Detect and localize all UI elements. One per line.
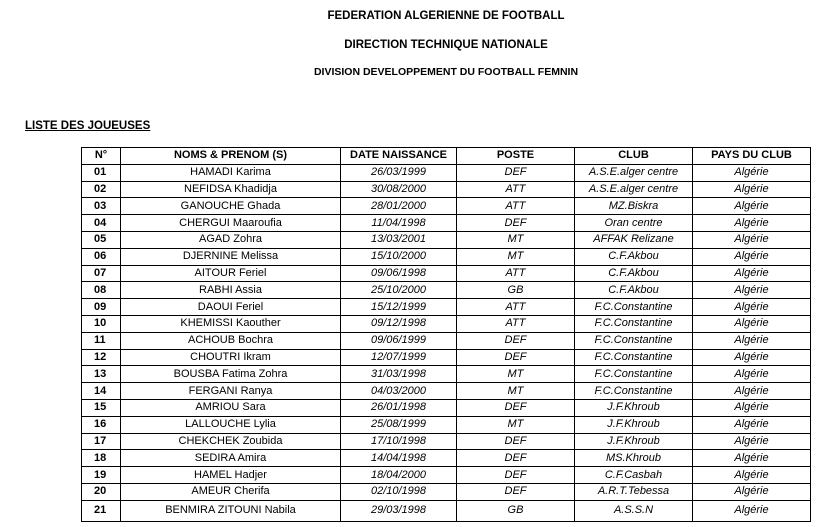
cell-name: KHEMISSI Kaouther [121, 315, 341, 332]
division-title: DIVISION DEVELOPPEMENT DU FOOTBALL FEMNIN [313, 66, 579, 78]
cell-club: F.C.Constantine [575, 315, 693, 332]
cell-number: 06 [82, 248, 121, 265]
cell-club: J.F.Khroub [575, 416, 693, 433]
cell-number: 09 [82, 299, 121, 316]
cell-number: 04 [82, 215, 121, 232]
cell-club: C.F.Akbou [575, 282, 693, 299]
cell-number: 19 [82, 467, 121, 484]
table-row [82, 399, 811, 416]
cell-number: 05 [82, 231, 121, 248]
cell-birthdate: 26/01/1998 [341, 399, 457, 416]
cell-position: GB [457, 500, 575, 521]
list-title: LISTE DES JOUEUSES [25, 120, 151, 132]
cell-birthdate: 15/10/2000 [341, 248, 457, 265]
cell-birthdate: 09/06/1998 [341, 265, 457, 282]
cell-club: F.C.Constantine [575, 332, 693, 349]
cell-club-country: Algérie [693, 215, 811, 232]
cell-club: J.F.Khroub [575, 399, 693, 416]
cell-club-country: Algérie [693, 231, 811, 248]
cell-position: DEF [457, 332, 575, 349]
cell-name: AMEUR Cherifa [121, 483, 341, 500]
cell-birthdate: 09/06/1999 [341, 332, 457, 349]
cell-name: DJERNINE Melissa [121, 248, 341, 265]
table-row [82, 164, 811, 181]
cell-position: DEF [457, 164, 575, 181]
cell-club-country: Algérie [693, 433, 811, 450]
cell-name: CHEKCHEK Zoubida [121, 433, 341, 450]
cell-club: AFFAK Relizane [575, 231, 693, 248]
cell-birthdate: 17/10/1998 [341, 433, 457, 450]
cell-position: DEF [457, 215, 575, 232]
table-row [82, 265, 811, 282]
cell-club-country: Algérie [693, 282, 811, 299]
cell-club-country: Algérie [693, 383, 811, 400]
cell-position: MT [457, 383, 575, 400]
cell-number: 12 [82, 349, 121, 366]
cell-club-country: Algérie [693, 399, 811, 416]
table-row [82, 349, 811, 366]
cell-position: DEF [457, 450, 575, 467]
cell-position: DEF [457, 433, 575, 450]
players-table [81, 147, 811, 522]
table-row [82, 332, 811, 349]
cell-club-country: Algérie [693, 164, 811, 181]
cell-name: AGAD Zohra [121, 231, 341, 248]
cell-position: MT [457, 231, 575, 248]
cell-birthdate: 26/03/1999 [341, 164, 457, 181]
cell-name: AITOUR Feriel [121, 265, 341, 282]
cell-position: DEF [457, 483, 575, 500]
table-row [82, 315, 811, 332]
cell-club-country: Algérie [693, 299, 811, 316]
cell-birthdate: 12/07/1999 [341, 349, 457, 366]
cell-birthdate: 13/03/2001 [341, 231, 457, 248]
table-header-row [82, 148, 811, 165]
table-row [82, 450, 811, 467]
cell-club: A.S.E.alger centre [575, 181, 693, 198]
cell-position: ATT [457, 299, 575, 316]
cell-club: A.S.S.N [575, 500, 693, 521]
cell-position: MT [457, 366, 575, 383]
cell-number: 08 [82, 282, 121, 299]
cell-number: 02 [82, 181, 121, 198]
col-header-club-country: PAYS DU CLUB [693, 148, 811, 165]
cell-name: FERGANI Ranya [121, 383, 341, 400]
cell-name: BENMIRA ZITOUNI Nabila [121, 500, 341, 521]
cell-birthdate: 31/03/1998 [341, 366, 457, 383]
cell-club-country: Algérie [693, 181, 811, 198]
cell-club-country: Algérie [693, 315, 811, 332]
cell-club: F.C.Constantine [575, 299, 693, 316]
cell-club: F.C.Constantine [575, 383, 693, 400]
cell-number: 11 [82, 332, 121, 349]
cell-position: DEF [457, 349, 575, 366]
cell-birthdate: 09/12/1998 [341, 315, 457, 332]
cell-club-country: Algérie [693, 483, 811, 500]
cell-club-country: Algérie [693, 500, 811, 521]
cell-position: GB [457, 282, 575, 299]
cell-position: ATT [457, 181, 575, 198]
cell-position: ATT [457, 198, 575, 215]
cell-number: 16 [82, 416, 121, 433]
cell-club: Oran centre [575, 215, 693, 232]
cell-name: RABHI Assia [121, 282, 341, 299]
cell-club-country: Algérie [693, 248, 811, 265]
col-header-name: NOMS & PRENOM (S) [121, 148, 341, 165]
cell-name: DAOUI Feriel [121, 299, 341, 316]
cell-birthdate: 25/10/2000 [341, 282, 457, 299]
cell-club: C.F.Casbah [575, 467, 693, 484]
cell-position: MT [457, 248, 575, 265]
cell-birthdate: 14/04/1998 [341, 450, 457, 467]
cell-position: DEF [457, 467, 575, 484]
cell-name: CHOUTRI Ikram [121, 349, 341, 366]
cell-birthdate: 25/08/1999 [341, 416, 457, 433]
cell-name: HAMADI Karima [121, 164, 341, 181]
cell-name: NEFIDSA Khadidja [121, 181, 341, 198]
cell-birthdate: 30/08/2000 [341, 181, 457, 198]
cell-birthdate: 28/01/2000 [341, 198, 457, 215]
cell-birthdate: 11/04/1998 [341, 215, 457, 232]
cell-number: 15 [82, 399, 121, 416]
cell-name: LALLOUCHE Lylia [121, 416, 341, 433]
federation-title: FEDERATION ALGERIENNE DE FOOTBALL [327, 10, 565, 22]
cell-club-country: Algérie [693, 198, 811, 215]
cell-name: CHERGUI Maaroufia [121, 215, 341, 232]
table-row [82, 467, 811, 484]
table-row [82, 416, 811, 433]
cell-position: MT [457, 416, 575, 433]
table-row [82, 198, 811, 215]
cell-number: 17 [82, 433, 121, 450]
cell-name: AMRIOU Sara [121, 399, 341, 416]
table-row [82, 433, 811, 450]
cell-club: A.S.E.alger centre [575, 164, 693, 181]
cell-name: SEDIRA Amira [121, 450, 341, 467]
cell-club-country: Algérie [693, 366, 811, 383]
cell-club: C.F.Akbou [575, 265, 693, 282]
cell-number: 13 [82, 366, 121, 383]
table-row [82, 383, 811, 400]
table-row [82, 282, 811, 299]
cell-number: 07 [82, 265, 121, 282]
cell-birthdate: 18/04/2000 [341, 467, 457, 484]
cell-birthdate: 15/12/1999 [341, 299, 457, 316]
table-row [82, 299, 811, 316]
table-row [82, 366, 811, 383]
table-row [82, 181, 811, 198]
col-header-number: N° [82, 148, 121, 165]
cell-birthdate: 04/03/2000 [341, 383, 457, 400]
cell-name: GANOUCHE Ghada [121, 198, 341, 215]
cell-position: ATT [457, 315, 575, 332]
cell-number: 21 [82, 500, 121, 521]
cell-position: ATT [457, 265, 575, 282]
cell-number: 14 [82, 383, 121, 400]
cell-club: A.R.T.Tebessa [575, 483, 693, 500]
cell-name: ACHOUB Bochra [121, 332, 341, 349]
table-row [82, 248, 811, 265]
table-row [82, 483, 811, 500]
cell-birthdate: 02/10/1998 [341, 483, 457, 500]
cell-number: 03 [82, 198, 121, 215]
cell-number: 20 [82, 483, 121, 500]
cell-position: DEF [457, 399, 575, 416]
cell-number: 10 [82, 315, 121, 332]
col-header-birthdate: DATE NAISSANCE [341, 148, 457, 165]
table-row [82, 231, 811, 248]
cell-name: HAMEL Hadjer [121, 467, 341, 484]
cell-club-country: Algérie [693, 332, 811, 349]
col-header-club: CLUB [575, 148, 693, 165]
cell-number: 01 [82, 164, 121, 181]
cell-club-country: Algérie [693, 416, 811, 433]
table-row [82, 500, 811, 521]
cell-club: J.F.Khroub [575, 433, 693, 450]
direction-title: DIRECTION TECHNIQUE NATIONALE [344, 39, 548, 51]
cell-club-country: Algérie [693, 450, 811, 467]
table-row [82, 215, 811, 232]
cell-club: F.C.Constantine [575, 349, 693, 366]
cell-name: BOUSBA Fatima Zohra [121, 366, 341, 383]
cell-club: MS.Khroub [575, 450, 693, 467]
cell-club-country: Algérie [693, 265, 811, 282]
col-header-position: POSTE [457, 148, 575, 165]
cell-club: MZ.Biskra [575, 198, 693, 215]
cell-club-country: Algérie [693, 467, 811, 484]
cell-club: F.C.Constantine [575, 366, 693, 383]
cell-club-country: Algérie [693, 349, 811, 366]
cell-number: 18 [82, 450, 121, 467]
cell-birthdate: 29/03/1998 [341, 500, 457, 521]
cell-club: C.F.Akbou [575, 248, 693, 265]
